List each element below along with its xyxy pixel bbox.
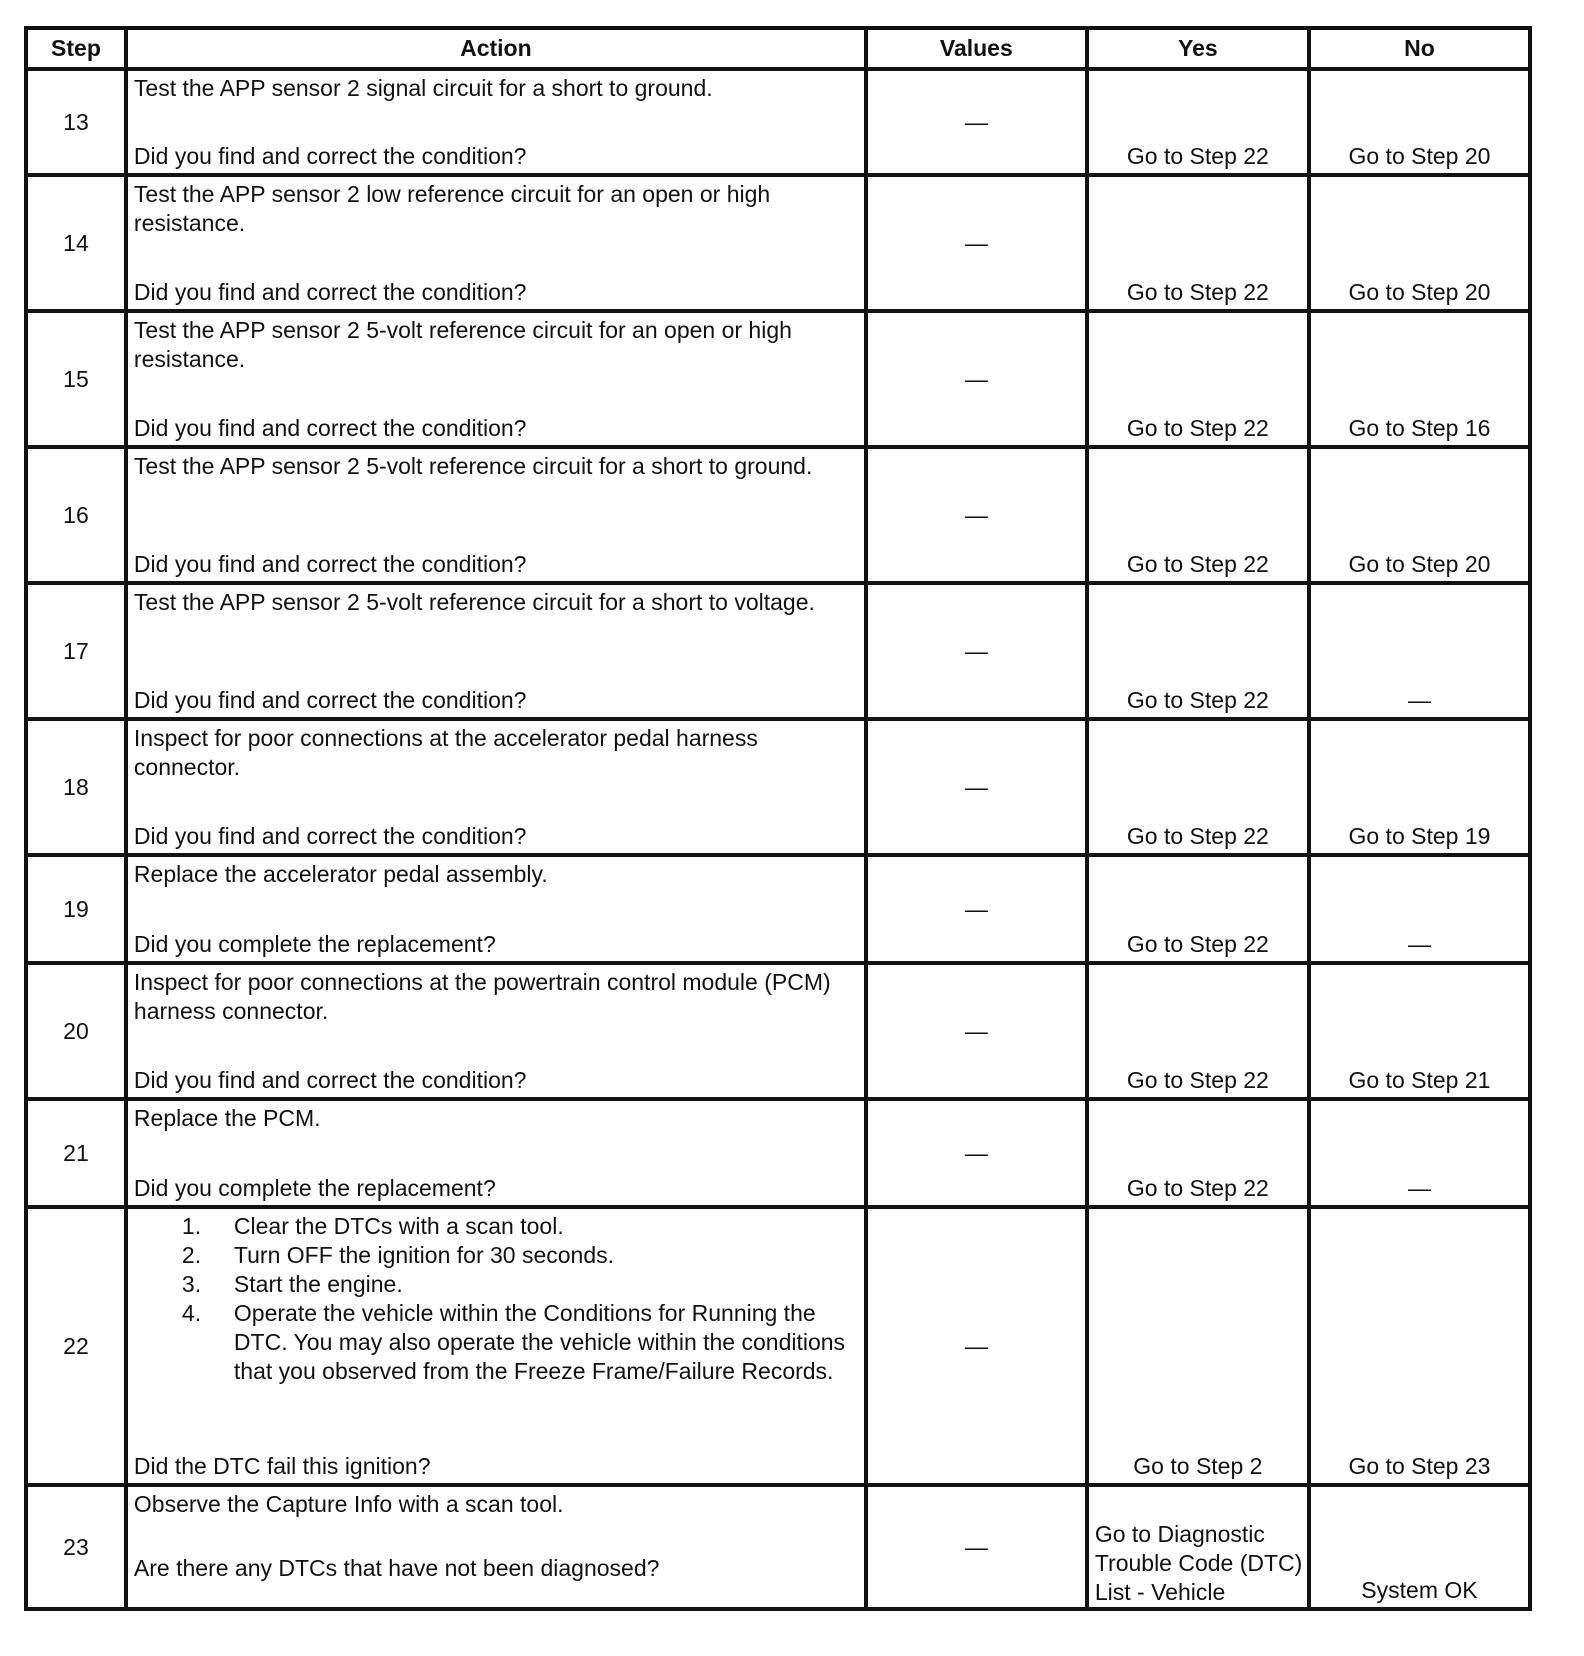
no-link[interactable]: Go to Step 20 — [1309, 447, 1530, 583]
header-no: No — [1309, 28, 1530, 69]
step-number: 21 — [26, 1099, 126, 1207]
diagnostic-steps-table — [24, 26, 1532, 1611]
action-cell — [126, 719, 866, 855]
step-number: 16 — [26, 447, 126, 583]
action-instruction: Test the APP sensor 2 5-volt reference circuit for a short to voltage. — [133, 589, 815, 615]
action-question: Did you find and correct the condition? — [133, 415, 527, 441]
no-link[interactable]: Go to Step 20 — [1309, 175, 1530, 311]
yes-link[interactable]: Go to Step 2 — [1087, 1207, 1309, 1485]
table-row — [26, 69, 1530, 175]
values-cell: — — [866, 963, 1087, 1099]
yes-link[interactable]: Go to Step 22 — [1087, 69, 1309, 175]
list-text: Clear the DTCs with a scan tool. — [233, 1213, 564, 1239]
no-value: — — [1309, 855, 1530, 963]
list-number: 1. — [181, 1213, 202, 1239]
step-number: 17 — [26, 583, 126, 719]
action-cell — [126, 311, 866, 447]
table-row — [26, 311, 1530, 447]
header-values: Values — [866, 28, 1087, 69]
yes-link[interactable]: Go to Step 22 — [1087, 855, 1309, 963]
table-row — [26, 583, 1530, 719]
yes-link[interactable]: Go to Step 22 — [1087, 311, 1309, 447]
step-number: 19 — [26, 855, 126, 963]
action-instruction: Test the APP sensor 2 low reference circuit for an open or high resistance. — [133, 181, 771, 236]
list-number: 3. — [181, 1271, 202, 1297]
action-cell — [126, 1207, 866, 1485]
values-cell: — — [866, 1485, 1087, 1609]
no-link[interactable]: Go to Step 16 — [1309, 311, 1530, 447]
action-instruction: Replace the accelerator pedal assembly. — [133, 861, 548, 887]
action-cell — [126, 1485, 866, 1609]
list-number: 4. — [181, 1300, 202, 1326]
step-number: 20 — [26, 963, 126, 1099]
values-cell: — — [866, 1099, 1087, 1207]
list-item — [181, 1241, 856, 1270]
action-cell — [126, 855, 866, 963]
action-cell — [126, 175, 866, 311]
step-number: 14 — [26, 175, 126, 311]
list-text: Operate the vehicle within the Conditions for Running the DTC. You may also operate the vehicle within the conditions that you observed from the Freeze Frame/Failure Records. — [233, 1300, 846, 1384]
action-question: Did you find and correct the condition? — [133, 687, 527, 713]
values-cell: — — [866, 447, 1087, 583]
table-header — [26, 28, 1530, 69]
yes-link[interactable]: Go to Step 22 — [1087, 1099, 1309, 1207]
action-instruction: Inspect for poor connections at the powertrain control module (PCM) harness connector. — [133, 969, 831, 1024]
values-cell: — — [866, 311, 1087, 447]
table-row — [26, 175, 1530, 311]
action-cell — [126, 583, 866, 719]
action-instruction: Test the APP sensor 2 signal circuit for a short to ground. — [133, 75, 713, 101]
table-row — [26, 1485, 1530, 1609]
list-item — [181, 1270, 856, 1299]
no-value: — — [1309, 583, 1530, 719]
yes-link[interactable]: Go to Step 22 — [1087, 963, 1309, 1099]
table-row — [26, 719, 1530, 855]
no-value: — — [1309, 1099, 1530, 1207]
list-item — [181, 1212, 856, 1241]
action-question: Did you find and correct the condition? — [133, 551, 527, 577]
values-cell: — — [866, 583, 1087, 719]
header-yes: Yes — [1087, 28, 1309, 69]
list-number: 2. — [181, 1242, 202, 1268]
no-link[interactable]: Go to Step 23 — [1309, 1207, 1530, 1485]
yes-link[interactable]: Go to Step 22 — [1087, 175, 1309, 311]
yes-link[interactable]: Go to Step 22 — [1087, 719, 1309, 855]
step-number: 22 — [26, 1207, 126, 1485]
no-link[interactable]: Go to Step 21 — [1309, 963, 1530, 1099]
action-instruction: Test the APP sensor 2 5-volt reference circuit for an open or high resistance. — [133, 317, 792, 372]
table-row — [26, 963, 1530, 1099]
step-number: 13 — [26, 69, 126, 175]
action-question: Did you complete the replacement? — [133, 931, 496, 957]
action-cell — [126, 1099, 866, 1207]
action-instruction: Inspect for poor connections at the accelerator pedal harness connector. — [133, 725, 758, 780]
table-row — [26, 1099, 1530, 1207]
table-row — [26, 447, 1530, 583]
action-instruction: Replace the PCM. — [133, 1105, 321, 1131]
values-cell: — — [866, 855, 1087, 963]
action-question: Are there any DTCs that have not been diagnosed? — [133, 1555, 660, 1581]
no-link[interactable]: Go to Step 20 — [1309, 69, 1530, 175]
table-row — [26, 855, 1530, 963]
action-instruction: Observe the Capture Info with a scan tool. — [133, 1491, 564, 1517]
yes-link[interactable]: Go to Step 22 — [1087, 583, 1309, 719]
yes-link[interactable]: Go to Diagnostic Trouble Code (DTC) List - Vehicle — [1087, 1485, 1309, 1609]
values-cell: — — [866, 175, 1087, 311]
action-question: Did the DTC fail this ignition? — [133, 1453, 431, 1479]
list-text: Turn OFF the ignition for 30 seconds. — [233, 1242, 615, 1268]
step-number: 23 — [26, 1485, 126, 1609]
action-instruction: Test the APP sensor 2 5-volt reference circuit for a short to ground. — [133, 453, 813, 479]
action-question: Did you find and correct the condition? — [133, 823, 527, 849]
table-row — [26, 1207, 1530, 1485]
action-cell — [126, 69, 866, 175]
no-value: System OK — [1309, 1485, 1530, 1609]
header-row — [26, 28, 1530, 69]
header-step: Step — [26, 28, 126, 69]
table-body — [26, 69, 1530, 1609]
values-cell: — — [866, 69, 1087, 175]
procedure-list — [134, 1212, 856, 1386]
action-cell — [126, 447, 866, 583]
values-cell: — — [866, 1207, 1087, 1485]
action-question: Did you find and correct the condition? — [133, 1067, 527, 1093]
step-number: 15 — [26, 311, 126, 447]
action-question: Did you find and correct the condition? — [133, 279, 527, 305]
no-link[interactable]: Go to Step 19 — [1309, 719, 1530, 855]
header-action: Action — [126, 28, 866, 69]
yes-link[interactable]: Go to Step 22 — [1087, 447, 1309, 583]
action-question: Did you complete the replacement? — [133, 1175, 496, 1201]
values-cell: — — [866, 719, 1087, 855]
action-cell — [126, 963, 866, 1099]
list-item — [181, 1299, 856, 1386]
action-question: Did you find and correct the condition? — [133, 143, 527, 169]
list-text: Start the engine. — [233, 1271, 403, 1297]
step-number: 18 — [26, 719, 126, 855]
